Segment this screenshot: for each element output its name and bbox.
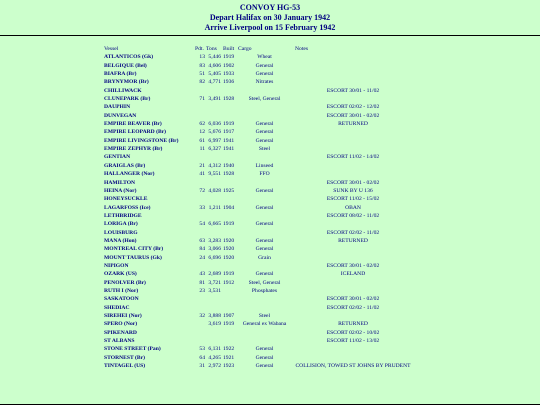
- cell-built: 1921: [223, 354, 235, 361]
- cell-pdt: 61: [199, 137, 205, 144]
- cell-vessel: STORNEST (Br): [104, 354, 145, 361]
- cell-notes: ESCORT 11/02 - 14/02: [326, 154, 380, 161]
- cell-cargo: [238, 337, 291, 345]
- cell-tons: 6,665: [208, 221, 221, 228]
- cell-tons: [206, 212, 222, 220]
- table-row: [104, 162, 415, 170]
- table-row: [104, 153, 415, 161]
- cell-tons: 3,491: [208, 96, 221, 103]
- cell-built: 1941: [223, 146, 235, 153]
- cell-pdt: [195, 153, 206, 161]
- cell-vessel: HEINA (Nor): [104, 187, 137, 194]
- cell-built: [222, 179, 238, 187]
- cell-built: [222, 262, 238, 270]
- cell-tons: [206, 179, 222, 187]
- table-row: [104, 53, 415, 61]
- cell-notes: [291, 220, 415, 228]
- table-row: [104, 78, 415, 86]
- cell-cargo: Steel, General: [248, 279, 281, 286]
- cell-vessel: MONTREAL CITY (Br): [104, 246, 164, 253]
- cell-cargo: General: [255, 187, 274, 194]
- cell-pdt: 82: [199, 79, 205, 86]
- cell-cargo: Steel: [258, 313, 271, 319]
- cell-pdt: [195, 103, 206, 111]
- cell-vessel: DAUPHIN: [104, 104, 131, 111]
- cell-notes: ESCORT 02/02 - 10/02: [326, 329, 380, 336]
- cell-built: 1919: [223, 54, 235, 61]
- cell-cargo: General: [255, 271, 274, 278]
- cell-pdt: 11: [199, 146, 205, 153]
- cell-cargo: [238, 295, 291, 303]
- cell-pdt: 81: [199, 279, 205, 286]
- table-row: [104, 145, 415, 153]
- cell-vessel: TINTAGEL (US): [104, 363, 146, 370]
- depart-line: Depart Halifax on 30 January 1942: [209, 13, 331, 22]
- cell-pdt: 23: [199, 287, 205, 294]
- col-cargo: Cargo: [238, 46, 252, 52]
- cell-pdt: 72: [199, 187, 205, 194]
- table-row: [104, 270, 415, 278]
- cell-vessel: HAMILTON: [104, 179, 136, 186]
- cell-vessel: PENOLVER (Br): [104, 279, 146, 286]
- cell-built: [222, 295, 238, 303]
- table-row: [104, 87, 415, 95]
- cell-built: 1941: [223, 137, 235, 144]
- cell-pdt: 64: [199, 354, 205, 361]
- cell-vessel: BIAFRA (Br): [104, 71, 137, 78]
- cell-notes: [291, 354, 415, 362]
- cell-vessel: LAGARFOSS (Ice): [104, 204, 151, 211]
- table-row: [104, 354, 415, 362]
- cell-vessel: GRAIGLAS (Br): [104, 162, 146, 169]
- cell-cargo: Steel, General: [248, 96, 281, 103]
- cell-notes: [291, 137, 415, 145]
- table-row: [104, 170, 415, 178]
- cell-pdt: 54: [199, 221, 205, 228]
- cell-notes: [291, 287, 415, 295]
- cell-built: [222, 287, 238, 295]
- cell-vessel: EMPIRE BEAVER (Br): [104, 121, 162, 128]
- cell-tons: 3,888: [208, 313, 221, 319]
- cell-tons: 1,211: [208, 204, 221, 211]
- cell-built: 1917: [223, 129, 235, 136]
- cell-notes: ESCORT 11/02 - 13/02: [326, 338, 380, 345]
- cell-tons: 5,676: [208, 129, 221, 136]
- cell-notes: ESCORT 02/02 - 12/02: [326, 104, 380, 111]
- cell-cargo: Nitrates: [255, 79, 274, 86]
- cell-tons: 6,327: [208, 146, 221, 153]
- cell-notes: [291, 70, 415, 78]
- cell-notes: RETURNED: [338, 237, 368, 244]
- cell-notes: [291, 162, 415, 170]
- table-row: [104, 362, 415, 370]
- cell-pdt: 51: [199, 71, 205, 78]
- cell-tons: 5,405: [208, 71, 221, 78]
- cell-vessel: ATLANTICOS (Gk): [104, 54, 154, 61]
- table-row: [104, 95, 415, 103]
- cell-tons: 3,283: [208, 237, 221, 244]
- cell-notes: [291, 245, 415, 253]
- cell-notes: [291, 145, 415, 153]
- cell-vessel: HALLANGER (Nor): [104, 171, 155, 178]
- cell-built: 1919: [223, 321, 235, 328]
- cell-cargo: [238, 87, 291, 95]
- cell-tons: 3,619: [208, 321, 221, 328]
- col-notes: Notes: [295, 46, 309, 52]
- cell-notes: [291, 78, 415, 86]
- cell-tons: [206, 87, 222, 95]
- cell-notes: [291, 128, 415, 136]
- cell-built: [222, 195, 238, 203]
- cell-pdt: 83: [199, 62, 205, 69]
- cell-vessel: MANA (Hon): [104, 237, 137, 244]
- cell-built: [222, 212, 238, 220]
- table-row: [104, 329, 415, 337]
- table-row: [104, 304, 415, 312]
- cell-notes: ESCORT 30/01 - 02/02: [326, 262, 380, 269]
- cell-pdt: 71: [199, 96, 205, 103]
- cell-pdt: 43: [199, 271, 205, 278]
- cell-cargo: General: [255, 246, 274, 253]
- cell-vessel: SPIKENARD: [104, 329, 137, 336]
- cell-pdt: 62: [199, 121, 205, 128]
- cell-built: 1907: [223, 313, 235, 319]
- cell-built: 1933: [223, 71, 235, 78]
- table-row: [104, 295, 415, 303]
- cell-vessel: LETHBRIDGE: [104, 212, 142, 219]
- cell-vessel: BRYNYMOR (Br): [104, 79, 149, 86]
- cell-pdt: 41: [199, 171, 205, 178]
- cell-pdt: [195, 337, 206, 345]
- cell-cargo: Steel: [258, 146, 271, 153]
- cell-tons: [206, 103, 222, 111]
- cell-vessel: DUNVEGAN: [104, 112, 137, 119]
- cell-cargo: General: [255, 237, 274, 244]
- cell-vessel: EMPIRE LEOPARD (Br): [104, 129, 167, 136]
- cell-built: 1919: [223, 271, 235, 278]
- cell-cargo: General: [255, 62, 274, 69]
- cell-tons: [206, 112, 222, 120]
- cell-built: 1919: [223, 221, 235, 228]
- cell-built: 1920: [223, 254, 235, 261]
- cell-tons: [206, 195, 222, 203]
- cell-cargo: General: [255, 363, 274, 370]
- table-row: [104, 70, 415, 78]
- cell-cargo: General: [255, 121, 274, 128]
- cell-pdt: 53: [199, 346, 205, 353]
- cell-tons: 2,689: [208, 271, 221, 278]
- cell-tons: 6,696: [208, 254, 221, 261]
- cell-pdt: 31: [199, 363, 205, 370]
- cell-tons: 3,531: [208, 287, 221, 294]
- table-row: [104, 112, 415, 120]
- cell-cargo: General ex Wabana: [242, 321, 287, 328]
- cell-vessel: SPERO (Nor): [104, 321, 138, 328]
- table-row: [104, 179, 415, 187]
- table-row: [104, 195, 415, 203]
- cell-built: [222, 153, 238, 161]
- col-vessel: Vessel: [104, 46, 119, 52]
- col-pdt: Pdt.: [195, 46, 204, 52]
- cell-notes: [291, 170, 415, 178]
- cell-notes: RETURNED: [338, 321, 368, 328]
- cell-notes: SUNK BY U 136: [333, 187, 373, 194]
- cell-built: 1922: [223, 346, 235, 353]
- cell-built: 1902: [223, 62, 235, 69]
- cell-built: [222, 229, 238, 237]
- table-header-row: [104, 45, 415, 53]
- cell-pdt: 12: [199, 129, 205, 136]
- cell-notes: ESCORT 30/01 - 02/02: [326, 296, 380, 303]
- cell-notes: ESCORT 30/01 - 02/02: [326, 112, 380, 119]
- cell-vessel: NIPIGON: [104, 262, 129, 269]
- cell-built: [222, 337, 238, 345]
- cell-notes: ICELAND: [340, 271, 366, 278]
- cell-cargo: General: [255, 221, 274, 228]
- cell-tons: 2,972: [208, 363, 221, 370]
- table-row: [104, 312, 415, 320]
- cell-built: 1904: [223, 204, 235, 211]
- cell-vessel: SHEDIAC: [104, 304, 130, 311]
- cell-notes: ESCORT 30/01 - 11/02: [326, 87, 380, 94]
- cell-vessel: GENTIAN: [104, 154, 131, 161]
- cell-pdt: 21: [199, 162, 205, 169]
- cell-notes: ESCORT 30/01 - 02/02: [326, 179, 380, 186]
- cell-built: 1928: [223, 96, 235, 103]
- cell-notes: COLLISION, TOWED ST JOHNS BY PRUDENT: [295, 363, 411, 370]
- cell-cargo: Wheat: [257, 54, 272, 61]
- cell-notes: [291, 254, 415, 262]
- table-row: [104, 337, 415, 345]
- cell-pdt: 24: [199, 254, 205, 261]
- cell-notes: [291, 53, 415, 61]
- table-body: [104, 53, 415, 370]
- cell-built: [222, 112, 238, 120]
- cell-cargo: FFO: [259, 171, 270, 178]
- cell-pdt: 13: [199, 54, 205, 61]
- header-divider: [0, 35, 540, 36]
- cell-cargo: General: [255, 137, 274, 144]
- cell-built: 1925: [223, 187, 235, 194]
- cell-notes: ESCORT 08/02 - 11/02: [326, 212, 380, 219]
- cell-pdt: [195, 304, 206, 312]
- cell-vessel: CHILLIWACK: [104, 87, 142, 94]
- cell-cargo: General: [255, 346, 274, 353]
- page-title: CONVOY HG-53: [239, 3, 301, 12]
- table-row: [104, 187, 415, 195]
- cell-built: 1920: [223, 237, 235, 244]
- cell-pdt: [195, 320, 206, 328]
- table-row: [104, 103, 415, 111]
- cell-cargo: [238, 304, 291, 312]
- cell-tons: [206, 337, 222, 345]
- cell-vessel: RUTH I (Nor): [104, 287, 139, 294]
- table-row: [104, 62, 415, 70]
- cell-tons: [206, 304, 222, 312]
- table-row: [104, 229, 415, 237]
- cell-cargo: [238, 179, 291, 187]
- cell-cargo: [238, 329, 291, 337]
- cell-built: [222, 304, 238, 312]
- cell-tons: 6,997: [208, 137, 221, 144]
- cell-tons: 6,131: [208, 346, 221, 353]
- cell-notes: RETURNED: [338, 121, 368, 128]
- arrive-line: Arrive Liverpool on 15 February 1942: [204, 23, 336, 32]
- cell-pdt: [195, 112, 206, 120]
- cell-vessel: OZARK (US): [104, 271, 137, 278]
- cell-tons: 4,028: [208, 187, 221, 194]
- cell-built: 1912: [223, 279, 235, 286]
- cell-vessel: MOUNT TAURUS (Gk): [104, 254, 162, 261]
- cell-pdt: [195, 295, 206, 303]
- table-row: [104, 204, 415, 212]
- table-row: [104, 254, 415, 262]
- cell-notes: [291, 62, 415, 70]
- cell-vessel: BELGIQUE (Bel): [104, 62, 147, 69]
- cell-notes: [291, 345, 415, 353]
- cell-tons: [206, 229, 222, 237]
- cell-built: 1920: [223, 246, 235, 253]
- cell-built: 1936: [223, 79, 235, 86]
- table-row: [104, 320, 415, 328]
- cell-cargo: Phosphates: [251, 287, 278, 294]
- cell-cargo: [238, 103, 291, 111]
- cell-cargo: Linseed: [255, 162, 274, 169]
- cell-pdt: 32: [199, 313, 205, 319]
- cell-vessel: EMPIRE LIVINGSTONE (Br): [104, 137, 179, 144]
- col-built: Built: [223, 46, 235, 52]
- cell-notes: [291, 279, 415, 287]
- cell-tons: 3,066: [208, 246, 221, 253]
- cell-cargo: Grain: [258, 254, 271, 261]
- cell-cargo: [238, 153, 291, 161]
- cell-pdt: [195, 229, 206, 237]
- cell-vessel: LORIGA (Br): [104, 221, 138, 228]
- cell-vessel: HONEYSUCKLE: [104, 196, 148, 203]
- table-row: [104, 237, 415, 245]
- cell-cargo: [238, 112, 291, 120]
- cell-tons: 9,551: [208, 171, 221, 178]
- table-row: [104, 279, 415, 287]
- cell-vessel: LOUISBURG: [104, 229, 138, 236]
- table-row: [104, 345, 415, 353]
- cell-built: 1923: [223, 363, 235, 370]
- cell-pdt: 63: [199, 237, 205, 244]
- cell-tons: 4,771: [208, 79, 221, 86]
- cell-tons: 3,721: [208, 279, 221, 286]
- cell-notes: ESCORT 11/02 - 15/02: [326, 196, 380, 203]
- cell-cargo: General: [255, 204, 274, 211]
- cell-tons: 6,036: [208, 121, 221, 128]
- cell-notes: OBAN: [345, 204, 361, 211]
- cell-built: [222, 103, 238, 111]
- cell-tons: [206, 262, 222, 270]
- cell-tons: 5,446: [208, 54, 221, 61]
- cell-notes: ESCORT 02/02 - 11/02: [326, 304, 380, 311]
- cell-cargo: General: [255, 71, 274, 78]
- col-tons: Tons: [206, 46, 217, 52]
- cell-vessel: SASKATOON: [104, 296, 139, 303]
- table-row: [104, 220, 415, 228]
- cell-pdt: [195, 329, 206, 337]
- cell-vessel: EMPIRE ZEPHYR (Br): [104, 146, 163, 153]
- cell-tons: 4,265: [208, 354, 221, 361]
- cell-pdt: [195, 87, 206, 95]
- cell-built: 1919: [223, 121, 235, 128]
- table-row: [104, 287, 415, 295]
- cell-pdt: [195, 212, 206, 220]
- table-row: [104, 128, 415, 136]
- cell-vessel: SIREHEI (Nor): [104, 313, 142, 319]
- table-row: [104, 120, 415, 128]
- cell-vessel: STONE STREET (Pan): [104, 346, 161, 353]
- cell-pdt: 33: [199, 204, 205, 211]
- cell-tons: [206, 329, 222, 337]
- cell-cargo: [238, 262, 291, 270]
- cell-vessel: CLUNEPARK (Br): [104, 96, 151, 103]
- cell-built: [222, 329, 238, 337]
- cell-tons: [206, 153, 222, 161]
- cell-notes: ESCORT 02/02 - 11/02: [326, 229, 380, 236]
- cell-cargo: General: [255, 129, 274, 136]
- cell-pdt: [195, 262, 206, 270]
- cell-built: [222, 87, 238, 95]
- cell-pdt: [195, 195, 206, 203]
- cell-vessel: ST ALBANS: [104, 338, 135, 345]
- cell-notes: [291, 312, 415, 320]
- cell-notes: [291, 95, 415, 103]
- cell-pdt: [195, 179, 206, 187]
- cell-cargo: [238, 212, 291, 220]
- cell-built: 1928: [223, 171, 235, 178]
- table-row: [104, 212, 415, 220]
- cell-cargo: [238, 195, 291, 203]
- table-row: [104, 262, 415, 270]
- cell-tons: 4,312: [208, 162, 221, 169]
- table-row: [104, 137, 415, 145]
- cell-built: 1940: [223, 162, 235, 169]
- cell-cargo: [238, 229, 291, 237]
- cell-cargo: General: [255, 354, 274, 361]
- cell-tons: 4,606: [208, 62, 221, 69]
- convoy-table: [104, 45, 415, 370]
- cell-tons: [206, 295, 222, 303]
- table-row: [104, 245, 415, 253]
- cell-pdt: 84: [199, 246, 205, 253]
